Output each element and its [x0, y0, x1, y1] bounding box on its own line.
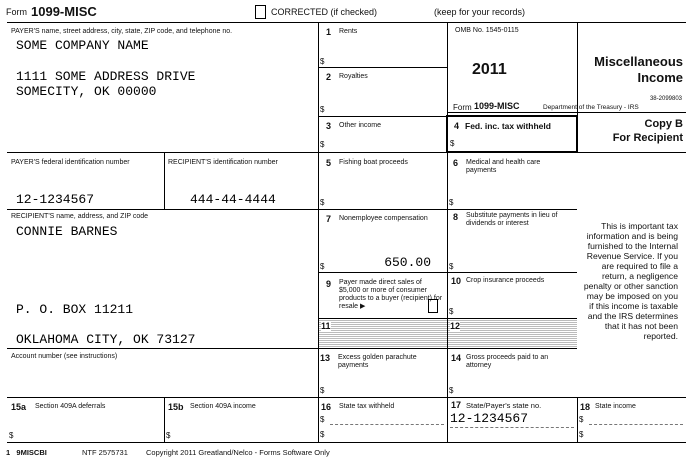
box-9-checkbox[interactable]	[428, 299, 438, 313]
payer-name[interactable]: SOME COMPANY NAME	[16, 38, 149, 53]
grid-line	[7, 152, 318, 153]
grid-line	[447, 112, 686, 113]
omb-form-name: 1099-MISC	[474, 101, 520, 111]
box-13-golden-parachute[interactable]: 13 Excess golden parachute payments $	[320, 353, 417, 395]
box-15b-409a-income[interactable]: 15b Section 409A income $	[166, 402, 256, 440]
payer-tin[interactable]: 12-1234567	[16, 192, 95, 207]
box-12: 12	[448, 319, 577, 348]
corrected-label: CORRECTED (if checked)	[271, 7, 378, 17]
account-label: Account number (see instructions)	[11, 353, 118, 360]
form-footer	[6, 448, 686, 460]
form-prefix: Form	[6, 7, 27, 17]
box-6-medical[interactable]: 6 Medical and health care payments $	[449, 158, 541, 207]
treasury-dept: Department of the Treasury - IRS	[543, 104, 639, 111]
box-10-crop-insurance[interactable]: 10 Crop insurance proceeds $	[449, 276, 545, 316]
box-18-state-income[interactable]: 18 State income $ $	[577, 397, 686, 443]
recipient-address1[interactable]: P. O. BOX 11211	[16, 302, 134, 317]
box-7-value: 650.00	[384, 255, 431, 270]
footer-code: 1 9MISCBI	[6, 448, 47, 457]
form-code: 38-2099803	[649, 96, 682, 102]
tax-year: 2011	[472, 61, 507, 78]
recipient-tin-label: RECIPIENT'S identification number	[168, 159, 278, 166]
box-7-nonemployee-comp[interactable]: 7 Nonemployee compensation $ 650.00	[320, 214, 431, 271]
box-16-state-tax[interactable]: 16 State tax withheld $ $	[318, 397, 447, 443]
grid-line	[7, 348, 318, 349]
box-14-attorney-proceeds[interactable]: 14 Gross proceeds paid to an attorney $	[449, 353, 549, 395]
box-11: 11	[319, 319, 447, 348]
box-4-fed-tax-withheld[interactable]: 4 Fed. inc. tax withheld $	[446, 115, 578, 153]
recipient-name[interactable]: CONNIE BARNES	[16, 224, 118, 239]
keep-records-note: (keep for your records)	[434, 7, 526, 17]
corrected-checkbox[interactable]	[255, 5, 266, 19]
box-15a-409a-deferrals[interactable]: 15a Section 409A deferrals $	[9, 402, 106, 440]
for-recipient: For Recipient	[612, 132, 683, 144]
omb-number: OMB No. 1545-0115	[455, 27, 519, 34]
recipient-address2[interactable]: OKLAHOMA CITY, OK 73127	[16, 332, 196, 347]
recipient-label: RECIPIENT'S name, address, and ZIP code	[11, 213, 148, 220]
irs-notice: This is important tax information and is being furnished to the Internal Revenue Service. If you are required to file a return, a negligence penalty or other sanction may be imposed on you if this income is taxable and the IRS determines that it has not been reported.	[583, 221, 678, 341]
form-title-line1: Miscellaneous	[594, 54, 683, 69]
form-name: 1099-MISC	[31, 4, 97, 19]
box-9-direct-sales[interactable]: 9 Payer made direct sales of $5,000 or more of consumer products to a buyer (recipient) for resale ▶	[318, 272, 447, 318]
payer-tin-label: PAYER'S federal identification number	[11, 159, 130, 166]
payer-address2[interactable]: SOMECITY, OK 00000	[16, 84, 157, 99]
recipient-tin[interactable]: 444-44-4444	[190, 192, 276, 207]
box-3-other-income[interactable]: 3 Other income $	[320, 121, 382, 149]
footer-copyright: Copyright 2011 Greatland/Nelco - Forms Software Only	[146, 448, 330, 457]
grid-line	[164, 152, 165, 209]
payer-address1[interactable]: 1111 SOME ADDRESS DRIVE	[16, 69, 196, 84]
footer-ntf: NTF 2575731	[82, 448, 128, 457]
box-2-royalties[interactable]: 2 Royalties $	[320, 72, 368, 114]
box-1-rents[interactable]: 1 Rents $	[320, 27, 358, 66]
form-header	[6, 4, 686, 20]
box-8-substitute-payments[interactable]: 8 Substitute payments in lieu of dividends or interest $	[449, 212, 558, 271]
payer-label: PAYER'S name, street address, city, state, ZIP code, and telephone no.	[11, 28, 233, 35]
copy-b: Copy B	[644, 118, 683, 130]
box-17-state-payer-no[interactable]: 17 State/Payer's state no. 12-1234567	[447, 397, 577, 443]
form-title-line2: Income	[637, 70, 683, 85]
box-17-value: 12-1234567	[450, 411, 529, 426]
box-5-fishing-boat[interactable]: 5 Fishing boat proceeds $	[320, 158, 408, 207]
grid-line	[7, 209, 318, 210]
omb-form-prefix: Form	[453, 103, 472, 112]
